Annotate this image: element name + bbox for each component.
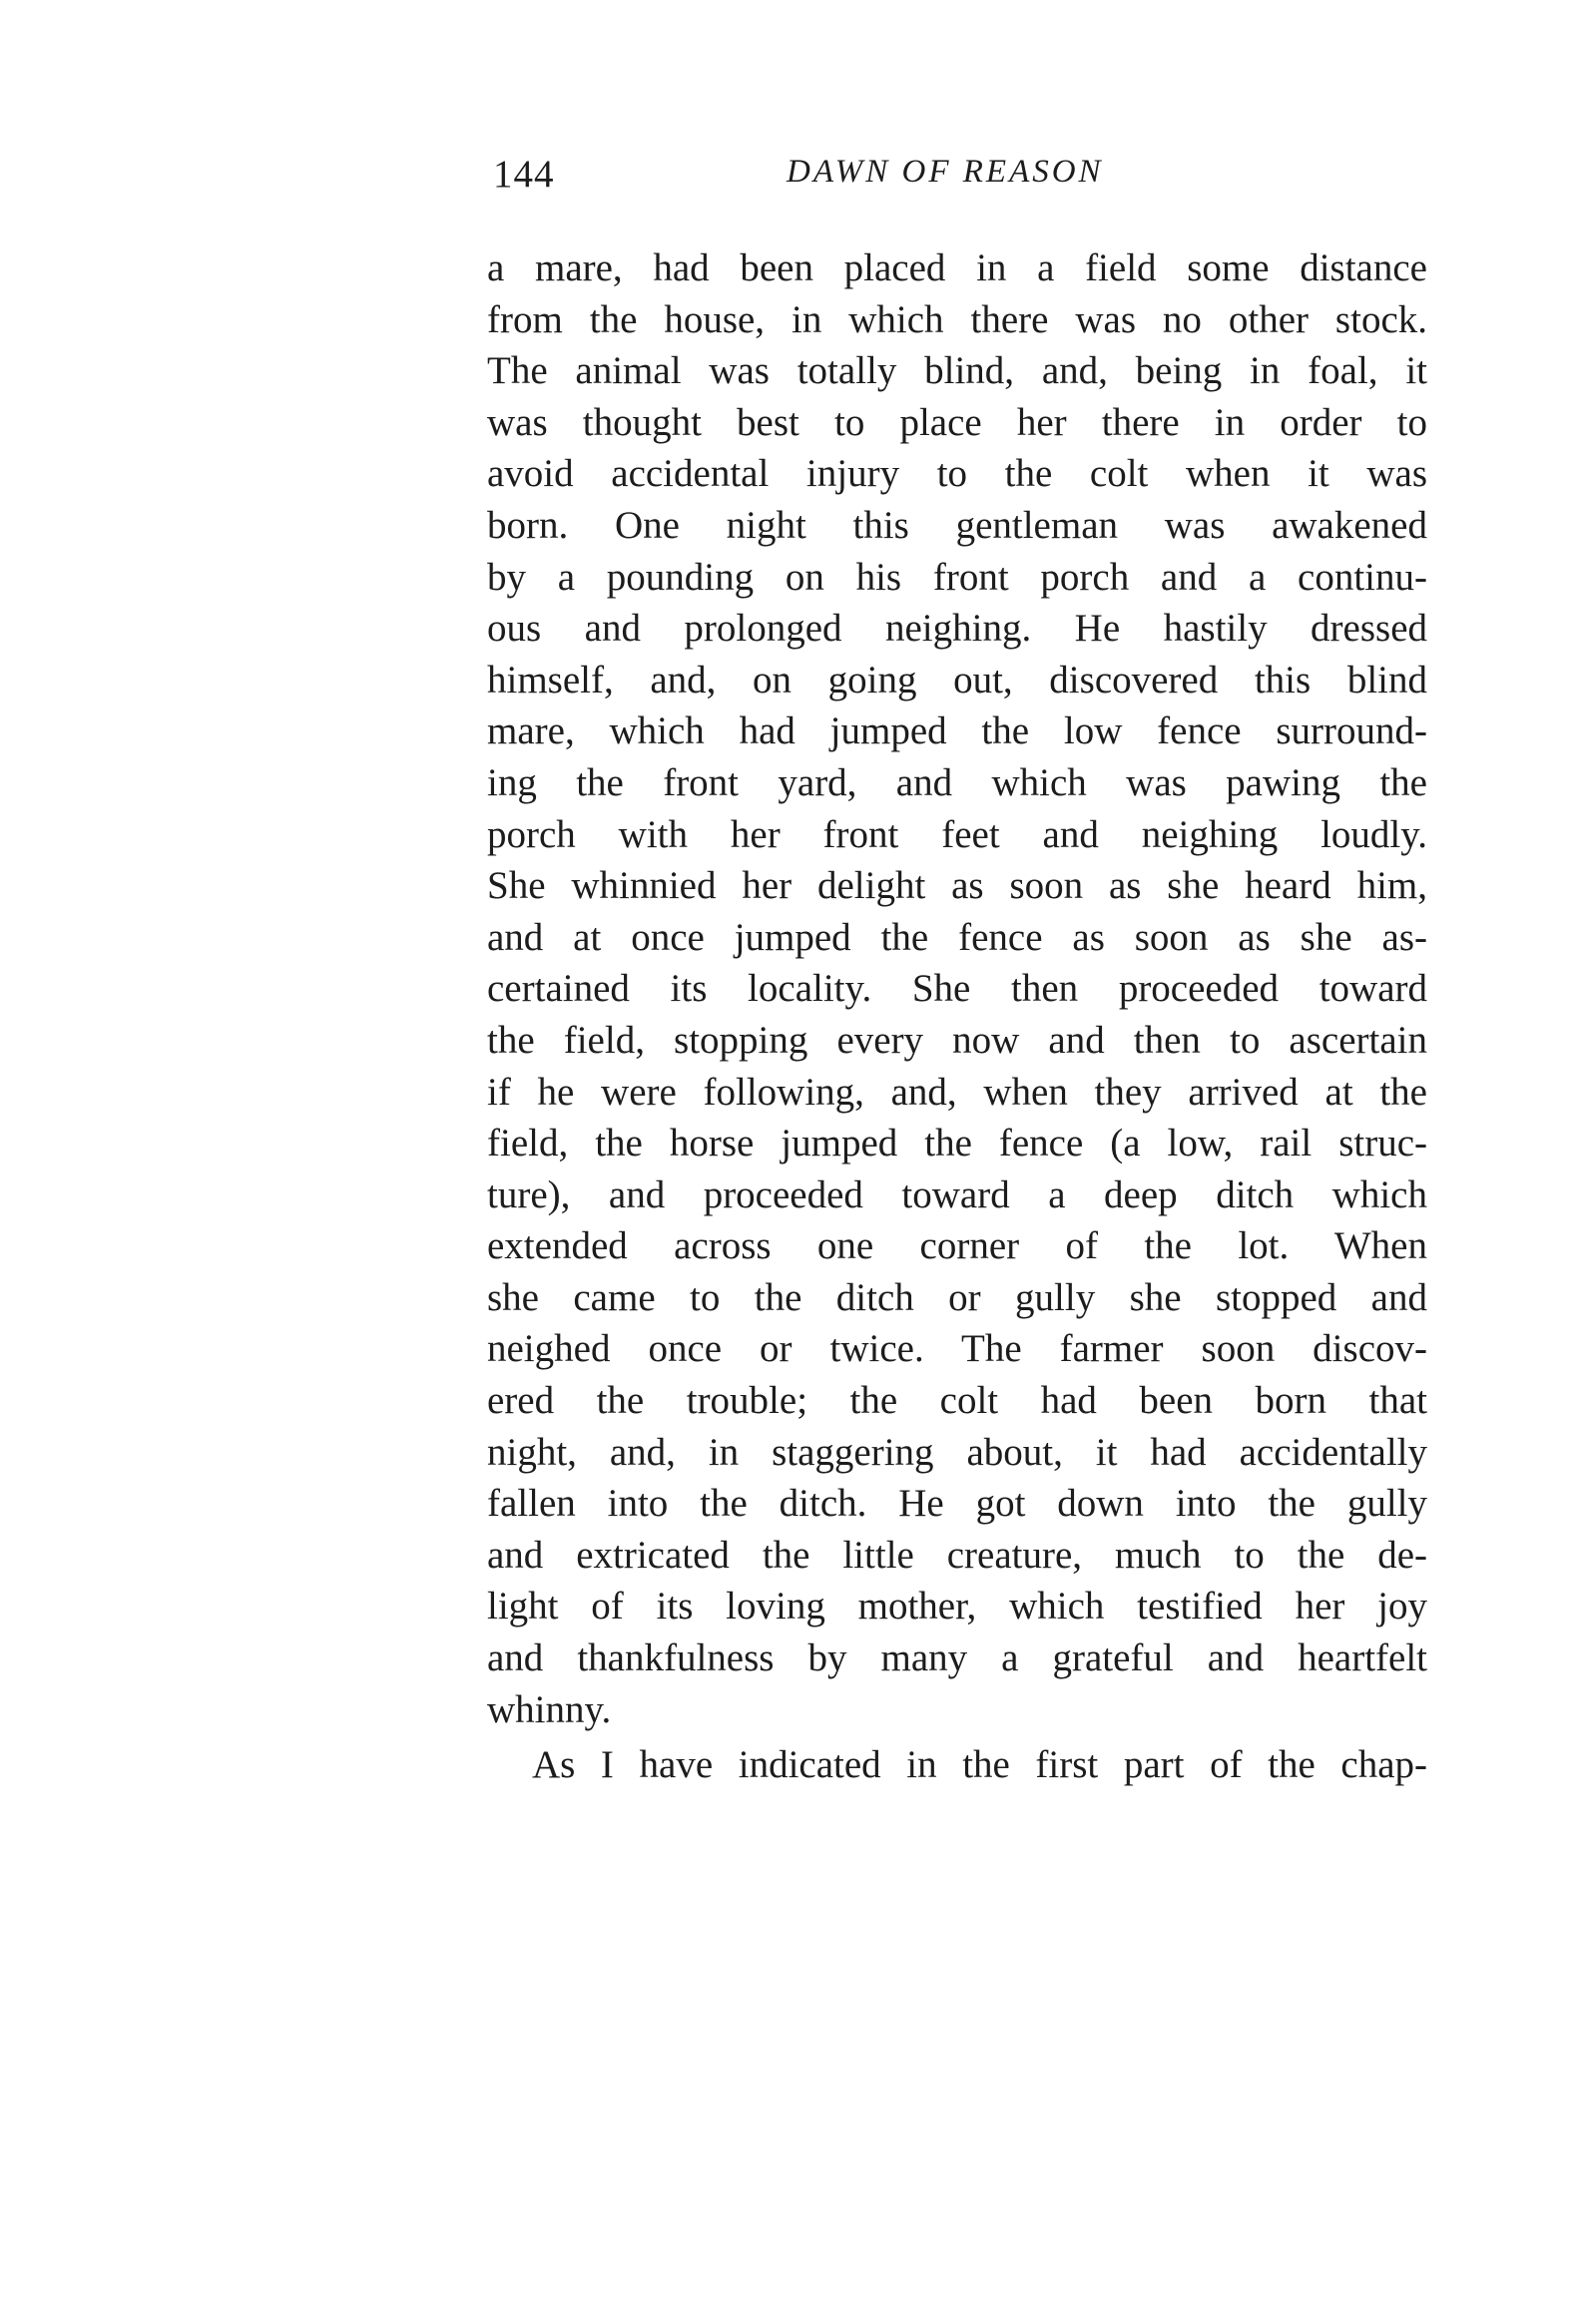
text-line: light of its loving mother, which testified her joy — [487, 1585, 1427, 1628]
page-number: 144 — [493, 153, 555, 196]
text-line: neighed once or twice. The farmer soon discov- — [487, 1327, 1427, 1371]
text-line: ous and prolonged neighing. He hastily dressed — [487, 607, 1427, 651]
text-line: The animal was totally blind, and, being in foal, it — [487, 349, 1427, 393]
text-line: from the house, in which there was no other stock. — [487, 297, 1427, 341]
text-line: ered the trouble; the colt had been born that — [487, 1379, 1427, 1423]
paragraph-2 — [487, 1739, 1427, 1791]
text-line: field, the horse jumped the fence (a low, rail struc- — [487, 1122, 1427, 1165]
paragraph-1 — [487, 242, 1427, 1735]
text-line: avoid accidental injury to the colt when it was — [487, 452, 1427, 496]
text-line: extended across one corner of the lot. When — [487, 1224, 1427, 1268]
text-line: whinny. — [487, 1687, 612, 1731]
text-line: and extricated the little creature, much to the de- — [487, 1533, 1427, 1577]
text-line: As I have indicated in the first part of the chap- — [532, 1743, 1427, 1787]
text-line: was thought best to place her there in order to — [487, 400, 1427, 444]
text-line: the field, stopping every now and then to ascertain — [487, 1018, 1427, 1062]
text-line: night, and, in staggering about, it had accidentally — [487, 1430, 1427, 1474]
text-line: if he were following, and, when they arrived at the — [487, 1070, 1427, 1114]
text-line: ture), and proceeded toward a deep ditch which — [487, 1172, 1427, 1216]
text-line: and at once jumped the fence as soon as she as- — [487, 915, 1427, 959]
text-line: himself, and, on going out, discovered this blind — [487, 658, 1427, 701]
text-line: certained its locality. She then proceeded toward — [487, 967, 1427, 1011]
text-line: a mare, had been placed in a field some distance — [487, 246, 1427, 289]
text-line: she came to the ditch or gully she stopped and — [487, 1275, 1427, 1319]
text-line: by a pounding on his front porch and a continu- — [487, 555, 1427, 599]
page-header — [487, 148, 1435, 208]
running-head: DAWN OF REASON — [787, 154, 1104, 190]
text-line: porch with her front feet and neighing loudly. — [487, 812, 1427, 856]
text-line: She whinnied her delight as soon as she heard him, — [487, 864, 1427, 908]
text-line: fallen into the ditch. He got down into the gully — [487, 1482, 1427, 1526]
text-line: mare, which had jumped the low fence surround- — [487, 709, 1427, 753]
text-line: born. One night this gentleman was awakened — [487, 503, 1427, 547]
text-line: ing the front yard, and which was pawing the — [487, 760, 1427, 804]
body-text — [487, 242, 1427, 1791]
text-line: and thankfulness by many a grateful and heartfelt — [487, 1636, 1427, 1680]
